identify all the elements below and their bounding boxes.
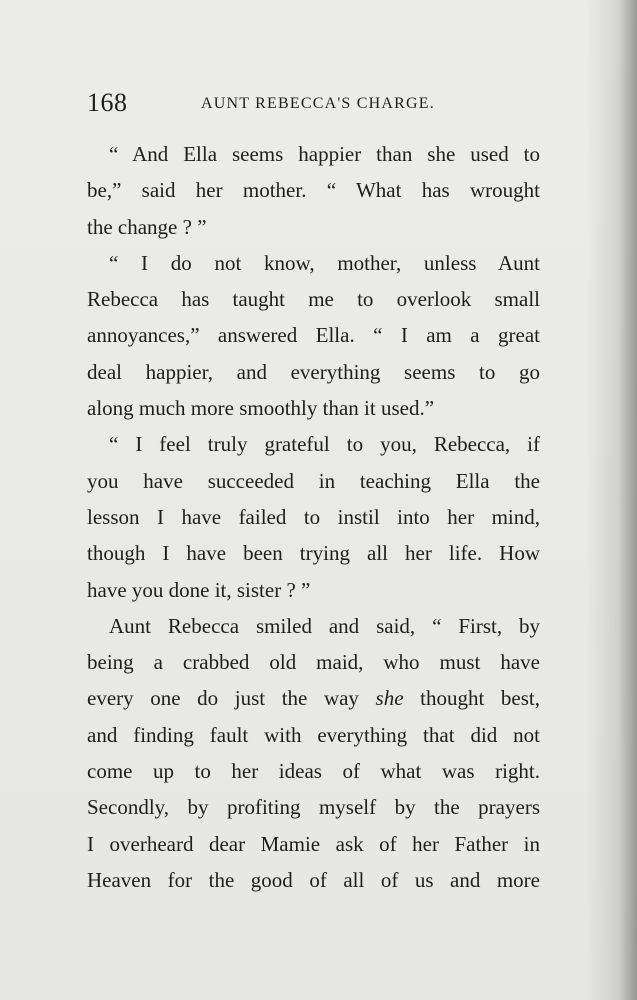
text-line: Secondly, by profiting myself by the prayers xyxy=(87,795,540,820)
page-number: 168 xyxy=(87,88,128,117)
text-line: come up to her ideas of what was right. xyxy=(87,759,540,784)
text-line: along much more smoothly than it used.” xyxy=(87,396,435,421)
page-header xyxy=(87,88,547,118)
text-line: have you done it, sister ? ” xyxy=(87,577,311,602)
emphasized-word: she xyxy=(375,686,404,711)
body-text xyxy=(87,136,540,898)
text-line: though I have been trying all her life. How xyxy=(87,541,540,566)
text-line: the change ? ” xyxy=(87,214,207,239)
text-line: deal happier, and everything seems to go xyxy=(87,359,540,384)
text-line: annoyances,” answered Ella. “ I am a great xyxy=(87,323,540,348)
text-line: Heaven for the good of all of us and more xyxy=(87,867,540,892)
text-line: I overheard dear Mamie ask of her Father in xyxy=(87,831,540,856)
text-line: Rebecca has taught me to overlook small xyxy=(87,287,540,312)
text-line: and finding fault with everything that did not xyxy=(87,722,540,747)
text-line: Aunt Rebecca smiled and said, “ First, by xyxy=(109,613,540,638)
running-title: AUNT REBECCA'S CHARGE. xyxy=(201,95,435,112)
text-line: “ And Ella seems happier than she used to xyxy=(109,142,540,166)
line-segment: thought best, xyxy=(403,686,540,711)
text-line: “ I feel truly grateful to you, Rebecca, if xyxy=(109,432,540,457)
text-line: “ I do not know, mother, unless Aunt xyxy=(109,250,540,275)
line-segment: every one do just the way xyxy=(87,686,376,711)
text-line-emphasis xyxy=(87,680,540,716)
text-line: being a crabbed old maid, who must have xyxy=(87,650,540,675)
text-line: you have succeeded in teaching Ella the xyxy=(87,468,540,493)
text-line: be,” said her mother. “ What has wrought xyxy=(87,178,540,203)
text-line: lesson I have failed to instil into her mind, xyxy=(87,504,540,529)
